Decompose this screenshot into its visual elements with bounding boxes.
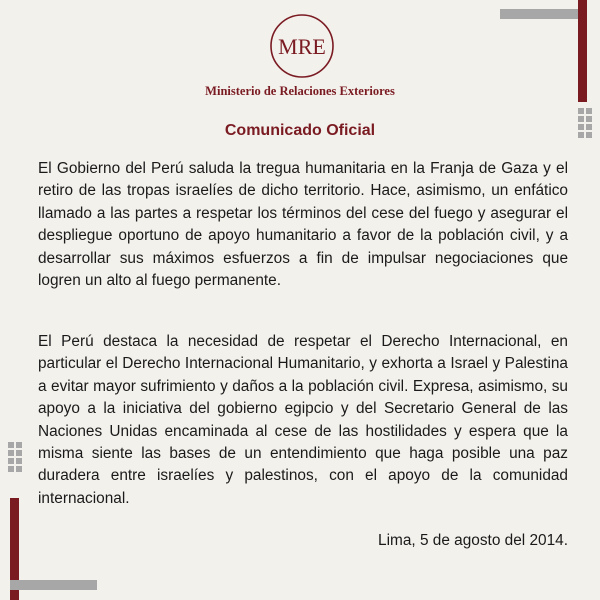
decorative-squares-bottom: [8, 442, 22, 472]
decorative-gray-bar-bottom: [10, 580, 97, 590]
decorative-gray-bar-top: [500, 9, 587, 19]
mre-seal-logo: [269, 13, 335, 79]
paragraph-2: El Perú destaca la necesidad de respetar el Derecho Internacional, en particular el Derecho Internacional Humanitario, y exhorta a Israel y Palestina a evitar mayor sufrimiento y daños a la población civil. Expresa, asimismo, su apoyo a la iniciativa del gobierno egipcio y del Secretario General de las Naciones Unidas encaminada al cese de las hostilidades y espera que la misma siente las bases de un entendimiento que haga posible una paz duradera entre israelíes y palestinos, con el apoyo de la comunidad internacional.: [38, 333, 568, 507]
paragraph-1: El Gobierno del Perú saluda la tregua humanitaria en la Franja de Gaza y el retiro de las tropas israelíes de dicho territorio. Hace, asimismo, un enfático llamado a las partes a respetar los términos del cese del fuego y asegurar el despliegue oportuno de apoyo humanitario a favor de la población civil, y a desarrollar sus máximos esfuerzos a fin de impulsar negociaciones que logren un alto al fuego permanente.: [38, 160, 568, 290]
place-date: Lima, 5 de agosto del 2014.: [378, 532, 568, 549]
document-title: Comunicado Oficial: [224, 122, 376, 139]
logo-text: MRE: [278, 34, 326, 59]
ministry-name: Ministerio de Relaciones Exteriores: [205, 84, 395, 98]
